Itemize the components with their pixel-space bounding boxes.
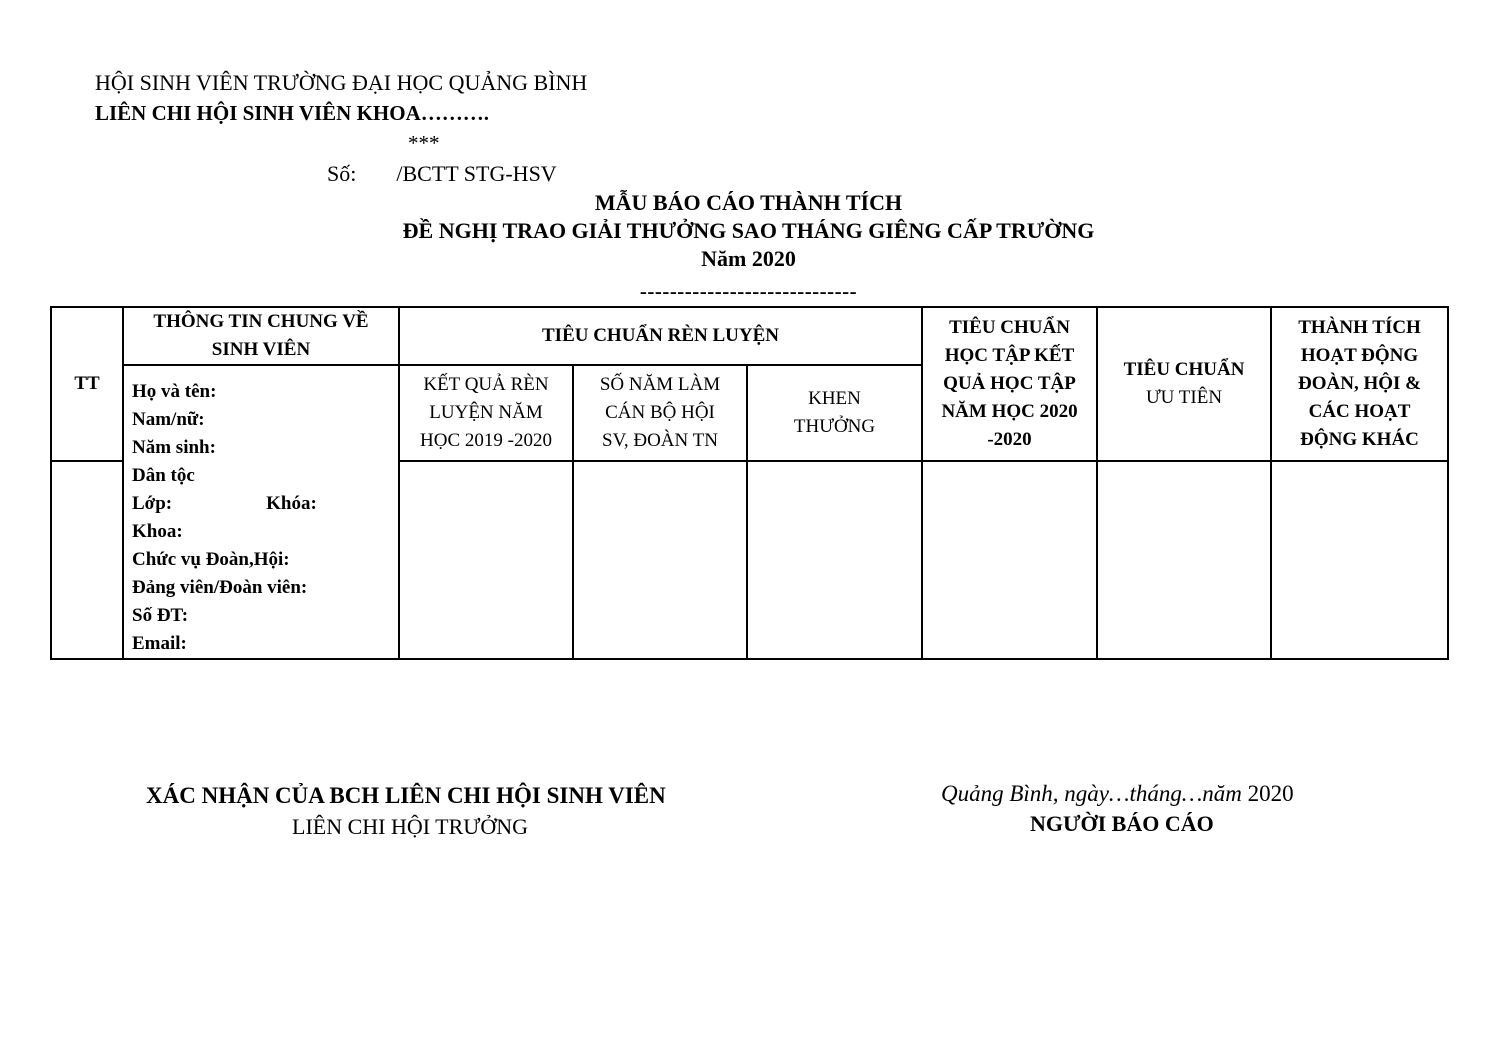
field-position: Chức vụ Đoàn,Hội: (132, 549, 290, 570)
cell-rewards (747, 461, 922, 659)
field-membership: Đảng viên/Đoàn viên: (132, 577, 308, 598)
subheader-rewards (747, 365, 922, 461)
form-title: MẪU BÁO CÁO THÀNH TÍCH (594, 190, 903, 215)
subheader-result-line1: KẾT QUẢ RÈN (423, 373, 549, 395)
cell-tt (51, 461, 123, 659)
header-priority-criteria (1097, 307, 1271, 461)
header-study-line3: QUẢ HỌC TẬP (943, 372, 1076, 394)
cell-activity-achievements (1271, 461, 1448, 659)
confirmation-title: XÁC NHẬN CỦA BCH LIÊN CHI HỘI SINH VIÊN (146, 783, 666, 808)
cell-training-result (399, 461, 573, 659)
field-birth-year: Năm sinh: (132, 437, 216, 458)
header-activity-line4: CÁC HOẠT (1308, 400, 1411, 422)
field-gender: Nam/nữ: (132, 409, 205, 430)
reporter-title: NGƯỜI BÁO CÁO (1030, 811, 1214, 836)
sub-organization-name: LIÊN CHI HỘI SINH VIÊN KHOA………. (95, 101, 490, 125)
subheader-result-line3: HỌC 2019 -2020 (420, 429, 552, 451)
field-phone: Số ĐT: (132, 605, 189, 626)
header-student-info-line2: SINH VIÊN (211, 339, 311, 360)
subheader-years-as-officer (573, 365, 747, 461)
header-activity-line2: HOẠT ĐỘNG (1300, 344, 1419, 366)
field-name: Họ và tên: (132, 381, 217, 402)
title-separator: ----------------------------- (639, 279, 858, 303)
document-number-code: /BCTT STG-HSV (396, 161, 557, 186)
cell-priority-criteria (1097, 461, 1271, 659)
subheader-years-line1: SỐ NĂM LÀM (599, 373, 721, 395)
form-year: Năm 2020 (701, 246, 796, 271)
header-activity-achievements (1271, 307, 1448, 461)
field-class: Lớp: (132, 493, 173, 514)
header-activity-line3: ĐOÀN, HỘI & (1298, 372, 1421, 394)
header-study-criteria (922, 307, 1097, 461)
field-ethnicity: Dân tộc (132, 465, 195, 486)
header-study-line5: -2020 (987, 428, 1032, 450)
field-faculty: Khoa: (132, 521, 183, 542)
field-email: Email: (132, 633, 187, 654)
header-student-info-line1: THÔNG TIN CHUNG VỀ (153, 311, 369, 332)
document-number (327, 161, 557, 187)
stars-divider: *** (408, 131, 440, 155)
header-activity-line5: ĐỘNG KHÁC (1300, 428, 1419, 450)
header-training-criteria: TIÊU CHUẨN RÈN LUYỆN (399, 307, 922, 365)
subheader-training-result (399, 365, 573, 461)
header-activity-line1: THÀNH TÍCH (1298, 316, 1421, 338)
header-study-line2: HỌC TẬP KẾT (944, 344, 1075, 366)
subheader-years-line2: CÁN BỘ HỘI (605, 401, 715, 423)
cell-years-as-officer (573, 461, 747, 659)
header-study-line4: NĂM HỌC 2020 (941, 400, 1078, 422)
place-and-date (941, 781, 1294, 807)
achievement-table (50, 306, 1449, 660)
header-priority-line2: ƯU TIÊN (1145, 386, 1223, 408)
subheader-result-line2: LUYỆN NĂM (429, 401, 543, 423)
confirmation-role: LIÊN CHI HỘI TRƯỞNG (292, 814, 529, 839)
subheader-reward-line1: KHEN (808, 387, 861, 409)
field-class-course (132, 490, 390, 518)
subheader-reward-line2: THƯỞNG (793, 415, 876, 437)
form-subtitle: ĐỀ NGHỊ TRAO GIẢI THƯỞNG SAO THÁNG GIÊNG CẤP TRƯỜNG (402, 218, 1095, 243)
header-tt: TT (51, 307, 123, 461)
field-course: Khóa: (266, 493, 317, 514)
header-priority-line1: TIÊU CHUẨN (1123, 358, 1245, 380)
student-info-fields (123, 365, 399, 659)
cell-study-criteria (922, 461, 1097, 659)
header-student-info (123, 307, 399, 365)
place-date-text: Quảng Bình, ngày…tháng…năm (941, 781, 1242, 806)
subheader-years-line3: SV, ĐOÀN TN (602, 429, 718, 451)
organization-name: HỘI SINH VIÊN TRƯỜNG ĐẠI HỌC QUẢNG BÌNH (95, 70, 588, 95)
document-number-label: Số: (327, 161, 357, 186)
header-study-line1: TIÊU CHUẨN (949, 316, 1070, 338)
place-date-year: 2020 (1247, 781, 1294, 806)
